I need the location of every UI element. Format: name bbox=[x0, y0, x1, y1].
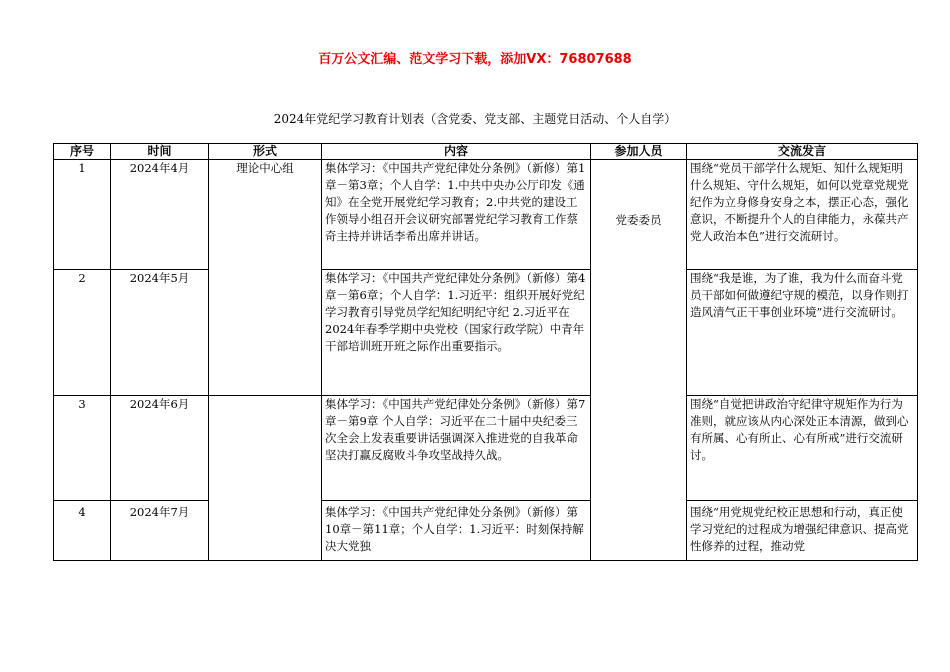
row-speech: 围绕“用党规党纪校正思想和行动，真正使学习党纪的过程成为增强纪律意识、提高党性修养的过程，推动党 bbox=[687, 501, 918, 561]
row-speech: 围绕“自觉把讲政治守纪律守规矩作为行为准则，就应该从内心深处正本清源，做到心有所属、心有所止、心有所戒”进行交流研讨。 bbox=[687, 396, 918, 501]
row-content: 集体学习：《中国共产党纪律处分条例》（新修）第1章－第3章；个人自学：1.中共中央办公厅印发《通知》在全党开展党纪学习教育；2.中共党的建设工作领导小组召开会议研究部署党纪学习教育工作蔡奇主持并讲话李希出席并讲话。 bbox=[322, 160, 591, 270]
row-time: 2024年5月 bbox=[111, 270, 209, 396]
study-plan-table bbox=[53, 143, 918, 561]
table-row bbox=[54, 160, 918, 270]
header-speech: 交流发言 bbox=[687, 144, 918, 160]
row-time: 2024年4月 bbox=[111, 160, 209, 270]
row-no: 4 bbox=[54, 501, 111, 561]
row-no: 2 bbox=[54, 270, 111, 396]
row-speech: 围绕“党员干部学什么规矩、知什么规矩明什么规矩、守什么规矩，如何以党章党规党纪作为立身修身安身之本，摆正心态，强化意识，不断提升个人的自律能力，永葆共产党人政治本色”进行交流研讨。 bbox=[687, 160, 918, 270]
header-form: 形式 bbox=[209, 144, 322, 160]
row-content: 集体学习：《中国共产党纪律处分条例》（新修）第4章－第6章；个人自学：1.习近平：组织开展好党纪学习教育引导党员学纪知纪明纪守纪 2.习近平在2024年春季学期中央党校（国家行政学院）中青年干部培训班开班之际作出重要指示。 bbox=[322, 270, 591, 396]
row-no: 1 bbox=[54, 160, 111, 270]
row-time: 2024年7月 bbox=[111, 501, 209, 561]
form-cell-empty bbox=[209, 396, 322, 561]
row-speech: 围绕“我是谁，为了谁，我为什么而奋斗党员干部如何做遵纪守规的模范，以身作则打造风清气正干事创业环境”进行交流研讨。 bbox=[687, 270, 918, 396]
row-time: 2024年6月 bbox=[111, 396, 209, 501]
header-no: 序号 bbox=[54, 144, 111, 160]
download-banner: 百万公文汇编、范文学习下载，添加VX：76807688 bbox=[318, 52, 632, 67]
table-row bbox=[54, 270, 918, 396]
table-header-row bbox=[54, 144, 918, 160]
table-row bbox=[54, 501, 918, 561]
row-no: 3 bbox=[54, 396, 111, 501]
header-participants: 参加人员 bbox=[591, 144, 687, 160]
header-time: 时间 bbox=[111, 144, 209, 160]
participants-cell: 党委委员 bbox=[591, 160, 687, 561]
header-content: 内容 bbox=[322, 144, 591, 160]
row-content: 集体学习：《中国共产党纪律处分条例》（新修）第10章－第11章；个人自学：1.习近平：时刻保持解决大党独 bbox=[322, 501, 591, 561]
row-content: 集体学习：《中国共产党纪律处分条例》（新修）第7章－第9章 个人自学：习近平在二十届中央纪委三次全会上发表重要讲话强调深入推进党的自我革命坚决打赢反腐败斗争攻坚战持久战。 bbox=[322, 396, 591, 501]
table-row bbox=[54, 396, 918, 501]
form-cell: 理论中心组 bbox=[209, 160, 322, 396]
document-title: 2024年党纪学习教育计划表（含党委、党支部、主题党日活动、个人自学） bbox=[273, 112, 677, 126]
